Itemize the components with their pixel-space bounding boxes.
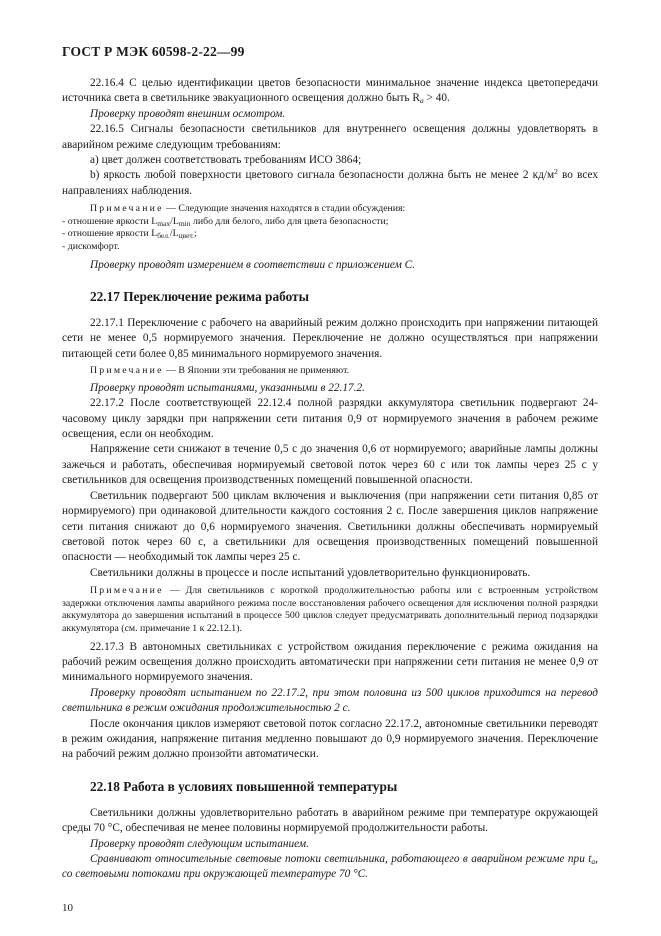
check-visual: Проверку проводят внешним осмотром. [90,107,286,120]
paragraph-after-cycles: После окончания циклов измеряют световой поток согласно 22.17.2, автономные светильники переводят в режим ожидания, напряжение питания медленно повышают до 0,9 нормируемого значения. Переключение на рабочий режим должно произойти автоматически. [62,717,598,761]
section-heading-22-17: 22.17 Переключение режима работы [90,289,309,305]
paragraph-compare: Сравнивают относительные световые потоки светильника, работающего в аварийном режиме при $t_a$, со световыми потоками при окружающей температуре 70 °С. [62,852,598,881]
paragraph-22-16-5: 22.16.5 Сигналы безопасности светильников для внутреннего освещения должны удовлетворять в аварийном режиме следующим требованиям: [62,123,598,151]
note-3: Примечание — Для светильников с короткой продолжительностью работы или с встроенным устройством задержки отключения лампы аварийного режима после восстановления рабочего освещения для исключения полной разрядки аккумулятора до завершения испытаний в процессе 500 циклов следует предусматривать дополнительный период подзарядки аккумулятора (см. примечание 1 к 22.12.1). [62,585,598,634]
check-22-17-2: Проверку проводят испытаниями, указанными в 22.17.2. [90,381,365,394]
check-22-17-3: Проверку проводят испытанием по 22.17.2, при этом половина из 500 циклов приходится на перевод светильника в режим ожидания продолжительностью 2 с. [62,686,598,715]
note-1-line-2: - отношение яркости $L_{бел.}/L_{цвет.}$; [62,228,197,241]
note-1-line-3: - дискомфорт. [62,241,120,253]
paragraph-22-17-3: 22.17.3 В автономных светильниках с устройством ожидания переключение с режима ожидания на рабочий режим освещения должно происходить автоматически при напряжении сети питания не менее 0,9 от минимального нормируемого значения. [62,640,598,684]
paragraph-22-18: Светильники должны удовлетворительно работать в аварийном режиме при температуре окружающей среды 70 °С, обеспечивая не менее половины нормируемой продолжительности работы. [62,806,598,835]
paragraph-22-16-4: 22.16.4 С целью идентификации цветов безопасности минимальное значение индекса цветопередачи источника света в светильнике эвакуационного освещения должно быть $R_a > 40$. [62,77,598,106]
paragraph-cycles: Светильник подвергают 500 циклам включения и выключения (при напряжении сети питания 0,85 от нормируемого) при одинаковой длительности каждого состояния 2 с. После завершения циклов напряжение сети питания снижают до 0,6 нормируемого значения. Светильники должны обеспечивать нормируемый световой поток через 60 с, а светильники для освещения производственных помещений повышенной опасности — необходимый ток лампы через 25 с. [62,489,598,564]
page-number: 10 [62,902,73,914]
paragraph-22-17-2: 22.17.2 После соответствующей 22.12.4 полной разрядки аккумулятора светильник подвергают 24-часовому циклу зарядки при напряжении сети питания 0,9 от нормируемого значения в рабочем режиме освещения, если он необходим. [62,397,598,441]
note-1: Примечание — Следующие значения находятся в стадии обсуждения: [90,203,406,215]
check-22-18: Проверку проводят следующим испытанием. [90,837,309,850]
list-item-a: a) цвет должен соответствовать требованиям ИСО 3864; [90,154,362,167]
section-heading-22-18: 22.18 Работа в условиях повышенной температуры [90,778,398,794]
document-body [62,76,598,883]
note-1-line-1: - отношение яркости $L_{max}/L_{min}$ либо для белого, либо для цвета безопасности; [62,215,389,228]
note-2: Примечание — В Японии эти требования не применяют. [90,365,350,377]
note-label: Примечание [90,585,164,597]
check-appendix: Проверку проводят измерением в соответствии с приложением С. [90,258,415,271]
document-header: ГОСТ Р МЭК 60598-2-22—99 [62,44,245,59]
list-item-b: b) яркость любой поверхности цветового сигнала безопасности должна быть не менее 2 $кд/м^2$ во всех направлениях наблюдения. [62,167,598,197]
paragraph-functional: Светильники должны в процессе и после испытаний удовлетворительно функционировать. [90,566,531,579]
paragraph-voltage: Напряжение сети снижают в течение 0,5 с до значения 0,6 от нормируемого; аварийные лампы должны зажечься и работать, обеспечивая нормируемый световой поток через 60 с или ток лампы через 25 с у светильников для освещения производственных помещений повышенной опасности. [62,443,598,487]
note-label: Примечание [90,203,164,215]
note-label: Примечание [90,365,164,377]
paragraph-22-17-1: 22.17.1 Переключение с рабочего на аварийный режим должно происходить при напряжении питающей сети не менее 0,5 нормируемого значения. Переключение не должно осуществляться при напряжении питающей сети более 0,85 минимального нормируемого значения. [62,317,598,360]
